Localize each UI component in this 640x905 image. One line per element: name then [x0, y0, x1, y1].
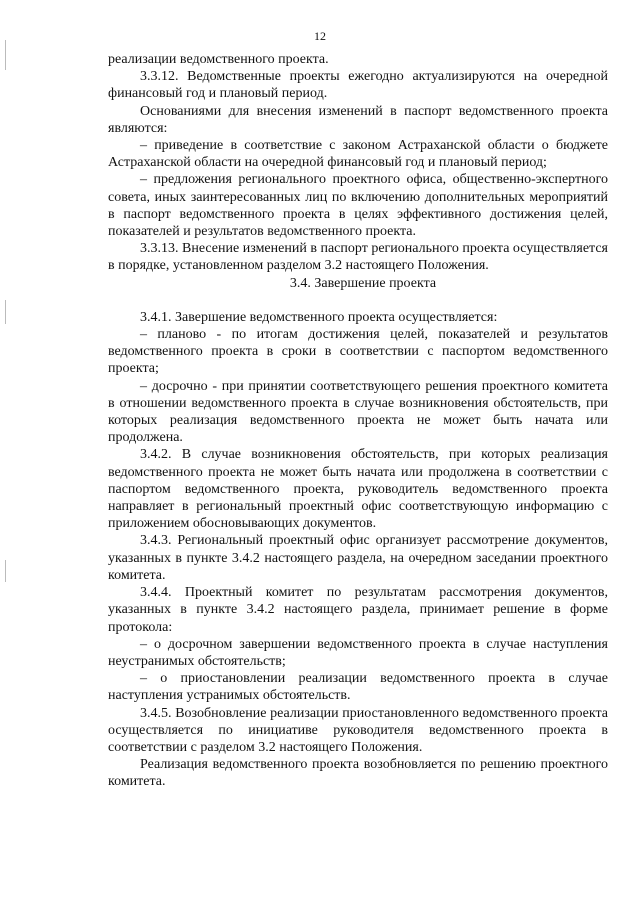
scan-edge-mark [5, 560, 6, 582]
page-number: 12 [314, 29, 326, 43]
scan-edge-mark [5, 300, 6, 324]
paragraph-grounds-intro: Основаниями для внесения изменений в паспорт ведомственного проекта являются: [108, 103, 608, 136]
list-item-planned: – планово - по итогам достижения целей, показателей и результатов ведомственного проекта в сроки в соответствии с паспортом ведомственного проекта; [108, 327, 608, 377]
paragraph-3-4-4: 3.4.4. Проектный комитет по результатам рассмотрения документов, указанных в пункте 3.4.2 настоящего раздела, принимает решение в форме протокола: [108, 585, 608, 635]
paragraph-3-4-3: 3.4.3. Региональный проектный офис организует рассмотрение документов, указанных в пункте 3.4.2 настоящего раздела, на очередном заседании проектного комитета. [108, 533, 608, 583]
paragraph-3-4-2: 3.4.2. В случае возникновения обстоятельств, при которых реализация ведомственного проекта не может быть начата или продолжена в соответствии с паспортом ведомственного проекта, руководитель ведомственного проекта направляет в региональный проектный офис соответствующую информацию с приложением обосновывающих документов. [108, 447, 608, 532]
scan-edge-mark [5, 40, 6, 70]
list-item-suspension: – о приостановлении реализации ведомственного проекта в случае наступления устранимых обстоятельств. [108, 671, 608, 704]
list-item-early-completion: – о досрочном завершении ведомственного проекта в случае наступления неустранимых обстоятельств; [108, 636, 608, 669]
paragraph-3-3-12: 3.3.12. Ведомственные проекты ежегодно актуализируются на очередной финансовый год и плановый период. [108, 69, 608, 102]
list-item-early: – досрочно - при принятии соответствующего решения проектного комитета в отношении ведомственного проекта в случае возникновения обстоятельств, при которых реализация ведомственного проекта не может быть начата или продолжена. [108, 378, 608, 446]
list-item-law: – приведение в соответствие с законом Астраханской области о бюджете Астраханской области на очередной финансовый год и плановый период; [108, 138, 608, 171]
paragraph-3-4-5: 3.4.5. Возобновление реализации приостановленного ведомственного проекта осуществляется по инициативе руководителя ведомственного проекта в соответствии с разделом 3.2 настоящего Положения. [108, 705, 608, 755]
section-spacer [108, 292, 608, 309]
paragraph-3-4-1: 3.4.1. Завершение ведомственного проекта осуществляется: [140, 309, 498, 325]
list-item-proposals: – предложения регионального проектного офиса, общественно-экспертного совета, иных заинтересованных лиц по включению дополнительных мероприятий в паспорт ведомственного проекта в целях эффективного достижения целей, показателей и результатов ведомственного проекта. [108, 172, 608, 240]
section-heading: 3.4. Завершение проекта [289, 275, 437, 291]
document-body [108, 51, 608, 791]
paragraph-resumption: Реализация ведомственного проекта возобновляется по решению проектного комитета. [108, 757, 608, 790]
paragraph-3-3-13: 3.3.13. Внесение изменений в паспорт регионального проекта осуществляется в порядке, установленном разделом 3.2 настоящего Положения. [108, 241, 608, 274]
paragraph-continuation: реализации ведомственного проекта. [108, 52, 329, 67]
